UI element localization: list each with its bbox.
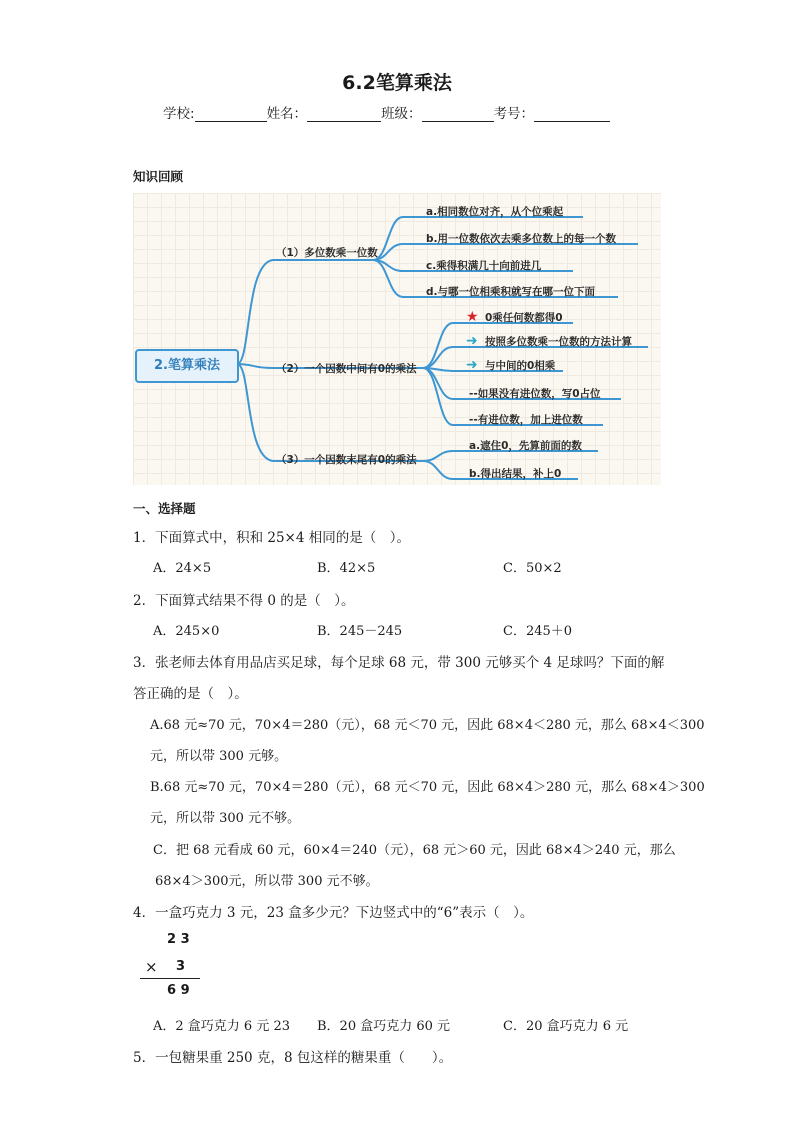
q4-option-a[interactable]: A．2 盒巧克力 6 元 23 — [153, 1019, 291, 1034]
q1-option-b[interactable]: B．42×5 — [317, 561, 376, 576]
q1-option-a[interactable]: A．24×5 — [153, 561, 212, 576]
branch3-item: b.得出结果，补上0 — [469, 468, 562, 480]
vertical-multiplier: 3 — [176, 959, 186, 974]
q3-option-b-cont: 元，所以带 300 元不够。 — [150, 811, 301, 826]
q1-option-c[interactable]: C．50×2 — [503, 561, 562, 576]
star-icon: ★ — [466, 309, 479, 325]
mind-map-root: 2.笔算乘法 — [135, 349, 239, 383]
branch2-item: --如果没有进位数，写0占位 — [469, 388, 601, 400]
vertical-rule — [140, 978, 200, 979]
exam-no-blank[interactable] — [534, 107, 610, 122]
arrow-right-icon: ➜ — [466, 357, 478, 373]
question-3-stem: 3．张老师去体育用品店买足球，每个足球 68 元，带 300 元够买个 4 足球吗？下面的解 — [133, 655, 665, 671]
section-heading: 一、选择题 — [133, 501, 196, 516]
vertical-result: 6 9 — [167, 983, 190, 998]
q3-option-a-cont: 元，所以带 300 元够。 — [150, 749, 288, 764]
review-heading: 知识回顾 — [133, 169, 184, 184]
class-label: 班级： — [381, 106, 422, 122]
q4-option-c[interactable]: C．20 盒巧克力 6 元 — [503, 1019, 629, 1034]
question-2-stem: 2．下面算式结果不得 0 的是（ ）。 — [133, 593, 355, 609]
branch1-item: c.乘得积满几十向前进几 — [426, 260, 542, 272]
exam-no-label: 考号： — [493, 106, 535, 122]
branch2-label: （2）一个因数中间有0的乘法 — [276, 363, 417, 375]
question-1-stem: 1．下面算式中，积和 25×4 相同的是（ ）。 — [133, 530, 410, 546]
student-info-line — [163, 102, 610, 122]
question-3-stem-cont: 答正确的是（ ）。 — [133, 686, 248, 702]
arrow-right-icon: ➜ — [466, 333, 478, 349]
branch2-item: 与中间的0相乘 — [485, 360, 556, 372]
q2-option-a[interactable]: A．245×0 — [153, 624, 220, 639]
school-blank[interactable] — [195, 107, 267, 122]
branch3-label: （3）一个因数末尾有0的乘法 — [276, 454, 417, 466]
question-4-stem: 4．一盒巧克力 3 元，23 盒多少元？下边竖式中的“6”表示（ ）。 — [133, 905, 534, 921]
q3-option-c[interactable]: C．把 68 元看成 60 元，60×4＝240（元），68 元＞60 元，因此 68×4＞240 元，那么 — [153, 843, 676, 858]
branch1-label: （1）多位数乘一位数 — [276, 247, 378, 259]
multiply-sign: × — [145, 958, 158, 976]
class-blank[interactable] — [422, 107, 494, 122]
branch2-item: 0乘任何数都得0 — [485, 312, 563, 324]
q3-option-c-cont: 68×4＞300元，所以带 300 元不够。 — [155, 874, 379, 889]
mind-map — [133, 193, 661, 485]
q2-option-b[interactable]: B．245－245 — [317, 624, 403, 639]
branch2-item: 按照多位数乘一位数的方法计算 — [485, 336, 632, 348]
name-blank[interactable] — [307, 107, 381, 122]
name-label: 姓名： — [266, 106, 308, 122]
q3-option-b[interactable]: B.68 元≈70 元，70×4＝280（元），68 元＜70 元，因此 68×4＞280 元，那么 68×4＞300 — [150, 780, 705, 795]
branch1-item: a.相同数位对齐，从个位乘起 — [426, 206, 564, 218]
vertical-top-number: 2 3 — [167, 932, 190, 947]
page-title: 6.2笔算乘法 — [342, 72, 452, 94]
branch1-item: d.与哪一位相乘积就写在哪一位下面 — [426, 286, 596, 298]
q3-option-a[interactable]: A.68 元≈70 元，70×4＝280（元），68 元＜70 元，因此 68×4＜280 元，那么 68×4＜300 — [150, 718, 705, 733]
q2-option-c[interactable]: C．245＋0 — [503, 624, 573, 639]
branch3-item: a.遮住0，先算前面的数 — [469, 440, 582, 452]
question-5-stem: 5．一包糖果重 250 克，8 包这样的糖果重（ ）。 — [133, 1050, 453, 1066]
branch2-item: --有进位数，加上进位数 — [469, 414, 583, 426]
branch1-item: b.用一位数依次去乘多位数上的每一个数 — [426, 233, 617, 245]
q4-option-b[interactable]: B．20 盒巧克力 60 元 — [317, 1019, 451, 1034]
school-label: 学校: — [163, 106, 195, 122]
